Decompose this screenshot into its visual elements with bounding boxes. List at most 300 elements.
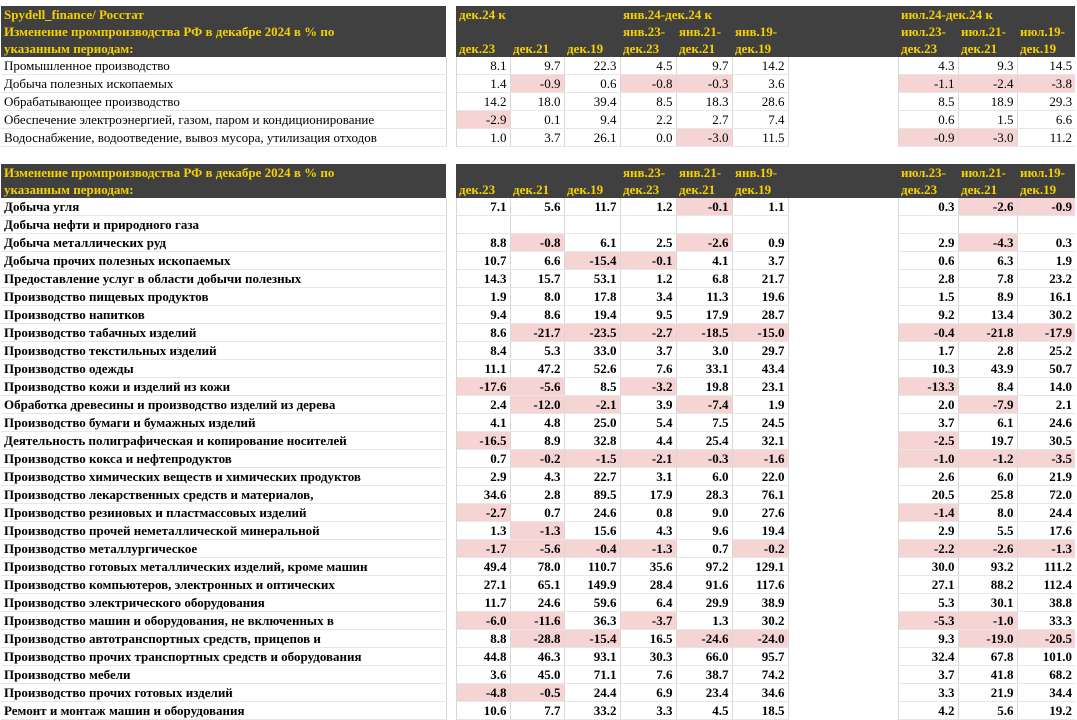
value-cell: 16.5 <box>620 630 676 648</box>
col-header: янв.21- <box>676 23 732 40</box>
value-cell: 7.5 <box>676 414 732 432</box>
value-cell: 22.0 <box>732 468 788 486</box>
value-cell: 33.1 <box>676 360 732 378</box>
value-cell: 6.1 <box>564 234 620 252</box>
column-gap <box>446 648 456 666</box>
column-gap <box>788 576 898 594</box>
value-cell: 28.3 <box>676 486 732 504</box>
column-gap <box>788 57 898 75</box>
value-cell: 50.7 <box>1017 360 1075 378</box>
col-header: дек.23 <box>898 40 958 57</box>
value-cell: 0.7 <box>676 540 732 558</box>
value-cell <box>958 216 1017 234</box>
value-cell: 6.9 <box>620 684 676 702</box>
value-cell: 6.0 <box>676 468 732 486</box>
value-cell <box>732 216 788 234</box>
value-cell: 34.6 <box>732 684 788 702</box>
value-cell: 41.8 <box>958 666 1017 684</box>
column-gap <box>788 450 898 468</box>
value-cell: -0.8 <box>510 234 564 252</box>
row-label: Производство прочих транспортных средств и оборудования <box>1 648 446 666</box>
value-cell: 0.6 <box>898 252 958 270</box>
value-cell: 29.3 <box>1017 93 1075 111</box>
value-cell: 110.7 <box>564 558 620 576</box>
value-cell: -12.0 <box>510 396 564 414</box>
table-row <box>1 540 1075 558</box>
value-cell: 20.5 <box>898 486 958 504</box>
value-cell: 0.7 <box>510 504 564 522</box>
value-cell: 18.3 <box>676 93 732 111</box>
value-cell: 6.8 <box>676 270 732 288</box>
value-cell: 112.4 <box>1017 576 1075 594</box>
value-cell: 5.4 <box>620 414 676 432</box>
value-cell: -5.3 <box>898 612 958 630</box>
value-cell: 7.1 <box>456 198 510 216</box>
row-label: Производство химических веществ и химических продуктов <box>1 468 446 486</box>
value-cell: -7.9 <box>958 396 1017 414</box>
value-cell: 52.6 <box>564 360 620 378</box>
value-cell <box>510 216 564 234</box>
value-cell: 3.7 <box>898 414 958 432</box>
value-cell: 29.9 <box>676 594 732 612</box>
value-cell: 8.0 <box>510 288 564 306</box>
value-cell: 0.1 <box>510 111 564 129</box>
value-cell: -5.6 <box>510 540 564 558</box>
table-row <box>1 129 1075 147</box>
column-gap <box>788 324 898 342</box>
column-gap <box>446 111 456 129</box>
value-cell: 17.6 <box>1017 522 1075 540</box>
table-row <box>1 198 1075 216</box>
value-cell: 6.3 <box>958 252 1017 270</box>
value-cell: 71.1 <box>564 666 620 684</box>
col-header: янв.23- <box>620 23 676 40</box>
value-cell: 4.1 <box>456 414 510 432</box>
value-cell: 89.5 <box>564 486 620 504</box>
col-header: дек.19 <box>1017 40 1075 57</box>
value-cell: 25.0 <box>564 414 620 432</box>
column-gap <box>446 486 456 504</box>
column-gap <box>446 630 456 648</box>
value-cell: 1.0 <box>456 129 510 147</box>
value-cell: 7.6 <box>620 666 676 684</box>
row-label: Производство бумаги и бумажных изделий <box>1 414 446 432</box>
value-cell: 5.5 <box>958 522 1017 540</box>
value-cell: 44.8 <box>456 648 510 666</box>
value-cell: 32.1 <box>732 432 788 450</box>
col-header: янв.23- <box>620 164 676 181</box>
column-gap <box>788 486 898 504</box>
column-gap <box>788 630 898 648</box>
column-gap <box>446 666 456 684</box>
value-cell: 26.1 <box>564 129 620 147</box>
value-cell: 9.3 <box>898 630 958 648</box>
value-cell: 32.4 <box>898 648 958 666</box>
value-cell: 15.7 <box>510 270 564 288</box>
row-label: Предоставление услуг в области добычи полезных <box>1 270 446 288</box>
col-header: дек.21 <box>676 40 732 57</box>
table-row <box>1 504 1075 522</box>
sector-table <box>1 164 1075 720</box>
row-label: Добыча нефти и природного газа <box>1 216 446 234</box>
value-cell: 66.0 <box>676 648 732 666</box>
value-cell: 14.2 <box>456 93 510 111</box>
value-cell: 33.3 <box>1017 612 1075 630</box>
value-cell: 14.5 <box>1017 57 1075 75</box>
value-cell: -1.4 <box>898 504 958 522</box>
value-cell: 30.2 <box>1017 306 1075 324</box>
value-cell: 8.5 <box>620 93 676 111</box>
column-gap <box>788 252 898 270</box>
col-header: июл.21- <box>958 164 1017 181</box>
value-cell: 33.2 <box>564 702 620 720</box>
value-cell <box>1017 216 1075 234</box>
value-cell: -1.1 <box>898 75 958 93</box>
value-cell: 8.9 <box>510 432 564 450</box>
value-cell: 0.6 <box>564 75 620 93</box>
value-cell: 19.8 <box>676 378 732 396</box>
value-cell: 3.3 <box>898 684 958 702</box>
value-cell: 91.6 <box>676 576 732 594</box>
value-cell: -15.0 <box>732 324 788 342</box>
value-cell: 22.7 <box>564 468 620 486</box>
col-header: дек.23 <box>456 181 510 198</box>
column-gap <box>788 75 898 93</box>
row-label: Производство прочих готовых изделий <box>1 684 446 702</box>
column-gap <box>788 378 898 396</box>
table-row <box>1 342 1075 360</box>
value-cell: -3.8 <box>1017 75 1075 93</box>
value-cell: 4.3 <box>620 522 676 540</box>
row-label: Производство мебели <box>1 666 446 684</box>
column-gap <box>446 129 456 147</box>
value-cell: -5.6 <box>510 378 564 396</box>
value-cell: 8.1 <box>456 57 510 75</box>
value-cell: -21.7 <box>510 324 564 342</box>
value-cell: -0.2 <box>732 540 788 558</box>
value-cell: 9.7 <box>676 57 732 75</box>
value-cell: 11.7 <box>564 198 620 216</box>
value-cell: 18.0 <box>510 93 564 111</box>
column-gap <box>446 324 456 342</box>
value-cell: 36.3 <box>564 612 620 630</box>
table-row <box>1 522 1075 540</box>
value-cell: -11.6 <box>510 612 564 630</box>
row-label: Добыча прочих полезных ископаемых <box>1 252 446 270</box>
column-gap <box>446 378 456 396</box>
value-cell: -1.5 <box>564 450 620 468</box>
row-label: Добыча угля <box>1 198 446 216</box>
value-cell: 22.3 <box>564 57 620 75</box>
column-gap <box>788 684 898 702</box>
column-gap <box>446 75 456 93</box>
value-cell: 38.9 <box>732 594 788 612</box>
value-cell: 21.9 <box>1017 468 1075 486</box>
value-cell: 67.8 <box>958 648 1017 666</box>
value-cell: 27.6 <box>732 504 788 522</box>
value-cell: 1.4 <box>456 75 510 93</box>
group-jan-dec-label: янв.24-дек.24 к <box>620 6 788 23</box>
table-title-line2: указанным периодам: <box>1 40 446 57</box>
column-gap <box>446 684 456 702</box>
value-cell: -16.5 <box>456 432 510 450</box>
value-cell: 101.0 <box>1017 648 1075 666</box>
row-label: Обеспечение электроэнергией, газом, паром и кондиционирование <box>1 111 446 129</box>
col-header: дек.19 <box>732 40 788 57</box>
table-row <box>1 648 1075 666</box>
value-cell: 3.1 <box>620 468 676 486</box>
sector-title-line2: указанным периодам: <box>1 181 446 198</box>
value-cell: 2.4 <box>456 396 510 414</box>
value-cell: 43.9 <box>958 360 1017 378</box>
value-cell: -2.1 <box>564 396 620 414</box>
value-cell: -7.4 <box>676 396 732 414</box>
row-label: Добыча металлических руд <box>1 234 446 252</box>
column-gap <box>446 558 456 576</box>
value-cell: 11.2 <box>1017 129 1075 147</box>
value-cell: -3.2 <box>620 378 676 396</box>
table-row <box>1 684 1075 702</box>
value-cell: -2.1 <box>620 450 676 468</box>
value-cell: -0.1 <box>676 198 732 216</box>
value-cell: 7.7 <box>510 702 564 720</box>
value-cell: 19.2 <box>1017 702 1075 720</box>
value-cell: 23.1 <box>732 378 788 396</box>
value-cell: 30.5 <box>1017 432 1075 450</box>
value-cell: -15.4 <box>564 630 620 648</box>
value-cell: 17.9 <box>620 486 676 504</box>
col-header: янв.19- <box>732 164 788 181</box>
value-cell: -2.2 <box>898 540 958 558</box>
value-cell: 46.3 <box>510 648 564 666</box>
value-cell: -17.6 <box>456 378 510 396</box>
column-gap <box>788 111 898 129</box>
value-cell: 72.0 <box>1017 486 1075 504</box>
value-cell: 8.0 <box>958 504 1017 522</box>
value-cell: -0.9 <box>1017 198 1075 216</box>
row-label: Производство компьютеров, электронных и оптических <box>1 576 446 594</box>
row-label: Водоснабжение, водоотведение, вывоз мусора, утилизация отходов <box>1 129 446 147</box>
column-gap <box>788 540 898 558</box>
value-cell: -24.0 <box>732 630 788 648</box>
value-cell: 25.4 <box>676 432 732 450</box>
value-cell: 1.3 <box>456 522 510 540</box>
value-cell: 0.9 <box>732 234 788 252</box>
value-cell: 5.3 <box>898 594 958 612</box>
value-cell: 93.1 <box>564 648 620 666</box>
value-cell: 17.9 <box>676 306 732 324</box>
value-cell: -13.3 <box>898 378 958 396</box>
row-label: Обработка древесины и производство изделий из дерева <box>1 396 446 414</box>
table-row <box>1 594 1075 612</box>
value-cell: 76.1 <box>732 486 788 504</box>
value-cell: -4.8 <box>456 684 510 702</box>
value-cell: 23.2 <box>1017 270 1075 288</box>
value-cell: 24.6 <box>510 594 564 612</box>
value-cell: 88.2 <box>958 576 1017 594</box>
value-cell: 10.7 <box>456 252 510 270</box>
value-cell: 1.2 <box>620 270 676 288</box>
value-cell: -19.0 <box>958 630 1017 648</box>
value-cell: 0.7 <box>456 450 510 468</box>
value-cell: 8.4 <box>958 378 1017 396</box>
column-gap <box>788 648 898 666</box>
value-cell: 6.1 <box>958 414 1017 432</box>
value-cell: 30.0 <box>898 558 958 576</box>
column-gap <box>788 270 898 288</box>
value-cell: 38.7 <box>676 666 732 684</box>
value-cell: 95.7 <box>732 648 788 666</box>
value-cell: 1.5 <box>898 288 958 306</box>
table-row <box>1 450 1075 468</box>
value-cell: 14.3 <box>456 270 510 288</box>
table-row <box>1 270 1075 288</box>
row-label: Деятельность полиграфическая и копирование носителей <box>1 432 446 450</box>
value-cell: 1.2 <box>620 198 676 216</box>
row-label: Производство электрического оборудования <box>1 594 446 612</box>
column-gap <box>446 342 456 360</box>
group-dec-label: дек.24 к <box>456 6 620 23</box>
table-title-line1: Изменение промпроизводства РФ в декабре 2024 в % по <box>1 23 446 40</box>
value-cell: 18.9 <box>958 93 1017 111</box>
value-cell: -21.8 <box>958 324 1017 342</box>
group-jul-dec-label: июл.24-дек.24 к <box>898 6 1075 23</box>
value-cell: -3.0 <box>958 129 1017 147</box>
col-header: дек.19 <box>1017 181 1075 198</box>
value-cell: 1.1 <box>732 198 788 216</box>
value-cell: 19.4 <box>564 306 620 324</box>
row-label: Производство напитков <box>1 306 446 324</box>
row-label: Обрабатывающее производство <box>1 93 446 111</box>
value-cell: 45.0 <box>510 666 564 684</box>
col-header: июл.23- <box>898 23 958 40</box>
value-cell: -0.1 <box>620 252 676 270</box>
value-cell: 9.4 <box>564 111 620 129</box>
value-cell: 34.6 <box>456 486 510 504</box>
value-cell: 78.0 <box>510 558 564 576</box>
value-cell: 8.5 <box>898 93 958 111</box>
value-cell: 8.8 <box>456 234 510 252</box>
column-gap <box>788 396 898 414</box>
column-gap <box>788 522 898 540</box>
value-cell: 16.1 <box>1017 288 1075 306</box>
value-cell: 32.8 <box>564 432 620 450</box>
value-cell: -0.5 <box>510 684 564 702</box>
value-cell: 3.3 <box>620 702 676 720</box>
value-cell: 10.3 <box>898 360 958 378</box>
value-cell: -4.3 <box>958 234 1017 252</box>
column-gap <box>788 306 898 324</box>
value-cell: 7.4 <box>732 111 788 129</box>
value-cell: -2.9 <box>456 111 510 129</box>
value-cell: 39.4 <box>564 93 620 111</box>
table-row <box>1 486 1075 504</box>
value-cell: 8.6 <box>510 306 564 324</box>
col-header: янв.19- <box>732 23 788 40</box>
value-cell: 3.7 <box>732 252 788 270</box>
value-cell: -3.5 <box>1017 450 1075 468</box>
value-cell: 8.5 <box>564 378 620 396</box>
row-label: Производство автотранспортных средств, прицепов и <box>1 630 446 648</box>
row-label: Добыча полезных ископаемых <box>1 75 446 93</box>
value-cell: 35.6 <box>620 558 676 576</box>
col-header: июл.19- <box>1017 164 1075 181</box>
row-label: Производство резиновых и пластмассовых изделий <box>1 504 446 522</box>
col-header: июл.19- <box>1017 23 1075 40</box>
table-row <box>1 612 1075 630</box>
value-cell: 30.2 <box>732 612 788 630</box>
value-cell: -2.6 <box>676 234 732 252</box>
value-cell: -2.5 <box>898 432 958 450</box>
value-cell: -6.0 <box>456 612 510 630</box>
value-cell: 15.6 <box>564 522 620 540</box>
value-cell: 8.4 <box>456 342 510 360</box>
value-cell: 43.4 <box>732 360 788 378</box>
column-gap <box>788 702 898 720</box>
value-cell: 34.4 <box>1017 684 1075 702</box>
value-cell: 17.8 <box>564 288 620 306</box>
col-header: дек.21 <box>510 40 564 57</box>
table-row <box>1 414 1075 432</box>
table-row <box>1 216 1075 234</box>
column-gap <box>446 504 456 522</box>
value-cell: 25.2 <box>1017 342 1075 360</box>
value-cell: 9.5 <box>620 306 676 324</box>
column-gap <box>788 414 898 432</box>
column-gap <box>446 288 456 306</box>
value-cell: 97.2 <box>676 558 732 576</box>
column-gap <box>788 468 898 486</box>
row-label: Производство готовых металлических изделий, кроме машин <box>1 558 446 576</box>
col-header: дек.21 <box>510 181 564 198</box>
value-cell: 3.7 <box>898 666 958 684</box>
table-row <box>1 702 1075 720</box>
table-row <box>1 252 1075 270</box>
value-cell: 53.1 <box>564 270 620 288</box>
value-cell: -2.6 <box>958 540 1017 558</box>
column-gap <box>446 576 456 594</box>
value-cell: -17.9 <box>1017 324 1075 342</box>
value-cell: 49.4 <box>456 558 510 576</box>
value-cell: -18.5 <box>676 324 732 342</box>
value-cell: 59.6 <box>564 594 620 612</box>
value-cell: -1.6 <box>732 450 788 468</box>
value-cell: 4.3 <box>510 468 564 486</box>
value-cell: 93.2 <box>958 558 1017 576</box>
table-row <box>1 57 1075 75</box>
row-label: Производство кожи и изделий из кожи <box>1 378 446 396</box>
col-header: дек.21 <box>676 181 732 198</box>
value-cell: 18.5 <box>732 702 788 720</box>
value-cell: -2.6 <box>958 198 1017 216</box>
col-header: дек.23 <box>620 181 676 198</box>
row-label: Ремонт и монтаж машин и оборудования <box>1 702 446 720</box>
value-cell: -20.5 <box>1017 630 1075 648</box>
value-cell: 8.9 <box>958 288 1017 306</box>
column-gap <box>788 216 898 234</box>
value-cell: 28.7 <box>732 306 788 324</box>
value-cell: 29.7 <box>732 342 788 360</box>
col-header: дек.23 <box>456 40 510 57</box>
value-cell: 24.4 <box>564 684 620 702</box>
value-cell: 19.7 <box>958 432 1017 450</box>
row-label: Производство лекарственных средств и материалов, <box>1 486 446 504</box>
value-cell: 74.2 <box>732 666 788 684</box>
column-gap <box>788 288 898 306</box>
column-gap <box>446 594 456 612</box>
table-row <box>1 234 1075 252</box>
value-cell: 24.6 <box>1017 414 1075 432</box>
